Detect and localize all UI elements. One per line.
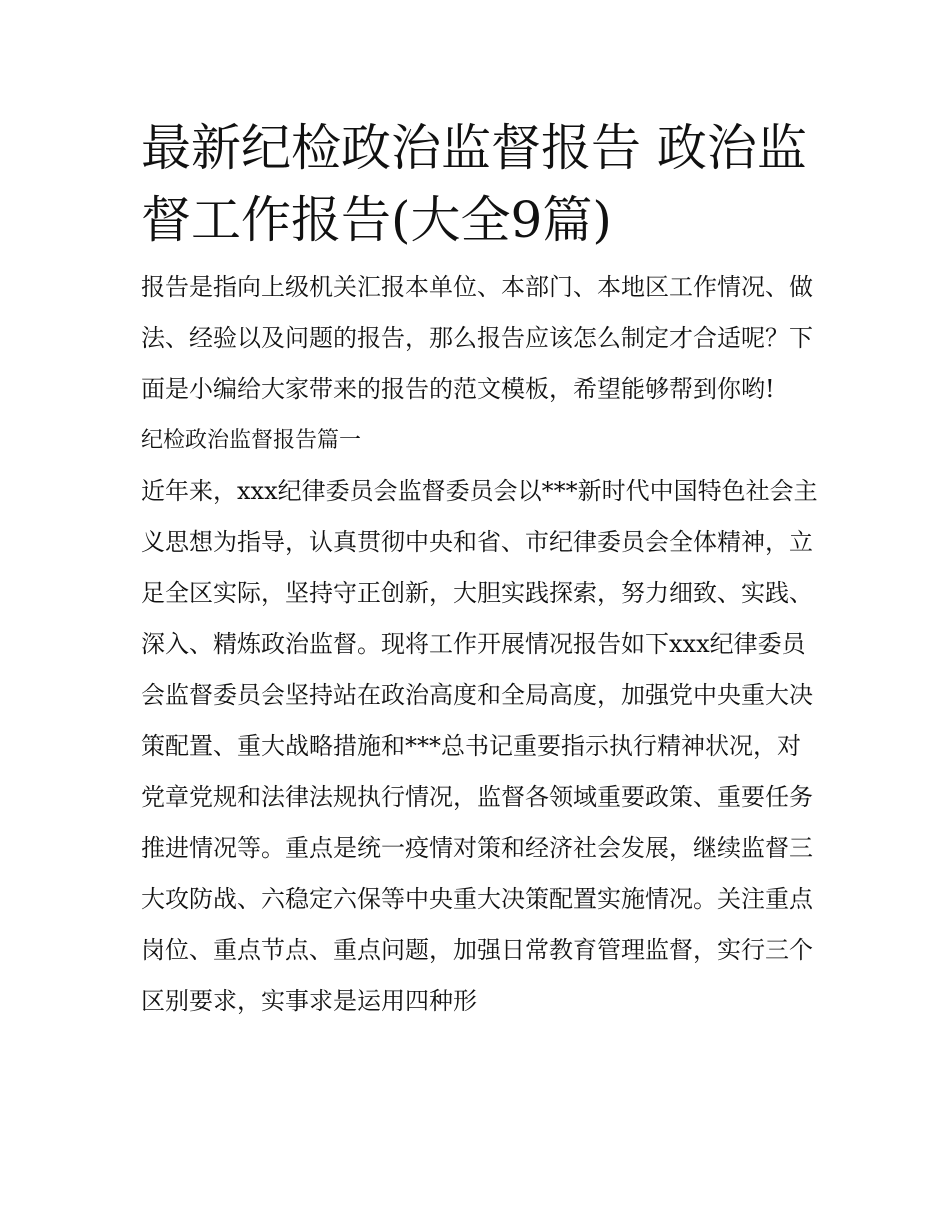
document-title: 最新纪检政治监督报告 政治监督工作报告(大全9篇) xyxy=(141,119,807,249)
document-content xyxy=(141,112,821,1027)
intro-paragraph: 报告是指向上级机关汇报本单位、本部门、本地区工作情况、做法、经验以及问题的报告，那么报告应该怎么制定才合适呢？下面是小编给大家带来的报告的范文模板，希望能够帮到你哟! xyxy=(141,273,813,403)
body-paragraph: 近年来，xxx纪律委员会监督委员会以***新时代中国特色社会主义思想为指导，认真贯彻中央和省、市纪律委员会全体精神，立足全区实际，坚持守正创新，大胆实践探索，努力细致、实践、深入、精炼政治监督。现将工作开展情况报告如下xxx纪律委员会监督委员会坚持站在政治高度和全局高度，加强党中央重大决策配置、重大战略措施和***总书记重要指示执行精神状况，对党章党规和法律法规执行情况，监督各领域重要政策、重要任务推进情况等。重点是统一疫情对策和经济社会发展，继续监督三大攻防战、六稳定六保等中央重大决策配置实施情况。关注重点岗位、重点节点、重点问题，加强日常教育管理监督，实行三个区别要求，实事求是运用四种形 xyxy=(141,477,818,1015)
section-heading: 纪检政治监督报告篇一 xyxy=(141,428,362,453)
